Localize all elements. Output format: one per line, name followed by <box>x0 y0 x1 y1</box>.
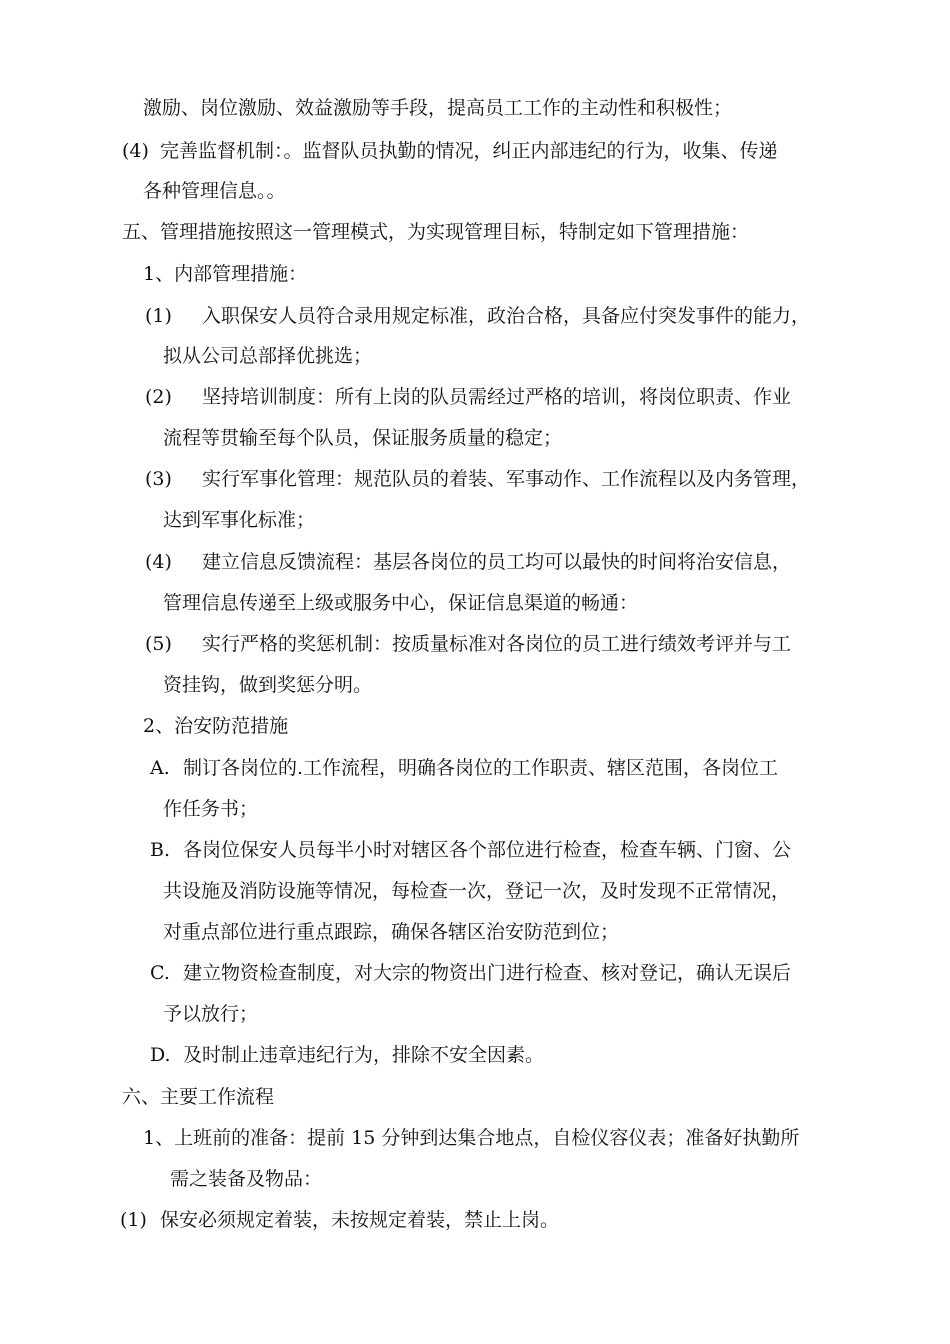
line-text: 需之装备及物品： <box>170 1168 323 1190</box>
line-text: 资挂钩，做到奖惩分明。 <box>163 674 373 696</box>
text-line <box>163 343 372 369</box>
list-marker: (1) <box>145 305 172 327</box>
list-marker: B. <box>150 839 171 861</box>
text-line <box>145 384 791 410</box>
list-marker: D. <box>150 1044 171 1066</box>
list-marker: (1) <box>120 1209 147 1231</box>
text-line <box>163 590 638 616</box>
line-text: 及时制止违章违纪行为，排除不安全因素。 <box>183 1044 545 1066</box>
line-text: 共设施及消防设施等情况，每检查一次，登记一次，及时发现不正常情况， <box>163 880 791 902</box>
line-text: 拟从公司总部择优挑选； <box>163 345 373 367</box>
line-text: 五、管理措施按照这一管理模式，为实现管理目标，特制定如下管理措施： <box>122 221 750 243</box>
text-line <box>163 425 562 451</box>
line-text: 管理信息传递至上级或服务中心，保证信息渠道的畅通： <box>163 592 639 614</box>
text-line <box>150 960 791 986</box>
text-line <box>145 631 791 657</box>
list-marker: (4) <box>145 551 172 573</box>
line-text: 予以放行； <box>163 1003 259 1025</box>
text-line <box>150 1042 544 1068</box>
line-text: 实行军事化管理：规范队员的着装、军事动作、工作流程以及内务管理， <box>202 468 811 490</box>
text-line <box>143 178 286 204</box>
text-line <box>163 919 619 945</box>
text-line <box>143 95 732 121</box>
list-marker: (4) <box>122 140 149 162</box>
text-line <box>145 303 810 329</box>
list-marker: A. <box>150 757 170 779</box>
list-marker: (2) <box>145 386 172 408</box>
list-marker: (5) <box>145 633 172 655</box>
line-text: 各岗位保安人员每半小时对辖区各个部位进行检查，检查车辆、门窗、公 <box>183 839 792 861</box>
subsection-heading <box>143 713 288 739</box>
text-line <box>122 138 778 164</box>
text-line <box>150 755 778 781</box>
subsection-heading <box>143 261 307 287</box>
line-text: 完善监督机制：。监督队员执勤的情况，纠正内部违纪的行为，收集、传递 <box>160 140 778 162</box>
text-line <box>120 1207 559 1233</box>
line-text: 激励、岗位激励、效益激励等手段，提高员工工作的主动性和积极性； <box>143 97 733 119</box>
line-text: 2、治安防范措施 <box>143 715 289 737</box>
line-text: 实行严格的奖惩机制：按质量标准对各岗位的员工进行绩效考评并与工 <box>202 633 792 655</box>
text-line <box>163 507 315 533</box>
line-text: 保安必须规定着装，未按规定着装，禁止上岗。 <box>160 1209 560 1231</box>
text-line <box>145 549 791 575</box>
list-marker: (3) <box>145 468 172 490</box>
text-line <box>150 837 791 863</box>
line-text: 各种管理信息。。 <box>143 180 286 202</box>
text-line <box>163 672 372 698</box>
section-heading <box>122 219 749 245</box>
text-line <box>145 466 810 492</box>
line-text: 坚持培训制度：所有上岗的队员需经过严格的培训，将岗位职责、作业 <box>202 386 792 408</box>
line-text: 1、内部管理措施： <box>143 263 308 285</box>
line-text: 1、上班前的准备：提前 15 分钟到达集合地点，自检仪容仪表；准备好执勤所 <box>143 1127 800 1149</box>
list-marker: C. <box>150 962 170 984</box>
line-text: 制订各岗位的.工作流程，明确各岗位的工作职责、辖区范围，各岗位工 <box>183 757 779 779</box>
line-text: 对重点部位进行重点跟踪，确保各辖区治安防范到位； <box>163 921 620 943</box>
line-text: 入职保安人员符合录用规定标准，政治合格，具备应付突发事件的能力， <box>202 305 811 327</box>
line-text: 达到军事化标准； <box>163 509 316 531</box>
line-text: 流程等贯输至每个队员，保证服务质量的稳定； <box>163 427 563 449</box>
line-text: 作任务书； <box>163 798 259 820</box>
line-text: 建立物资检查制度，对大宗的物资出门进行检查、核对登记，确认无误后 <box>183 962 792 984</box>
text-line <box>163 878 790 904</box>
text-line <box>170 1166 322 1192</box>
text-line <box>143 1125 799 1151</box>
text-line <box>163 796 258 822</box>
line-text: 建立信息反馈流程：基层各岗位的员工均可以最快的时间将治安信息， <box>202 551 792 573</box>
section-heading <box>122 1084 274 1110</box>
line-text: 六、主要工作流程 <box>122 1086 275 1108</box>
text-line <box>163 1001 258 1027</box>
